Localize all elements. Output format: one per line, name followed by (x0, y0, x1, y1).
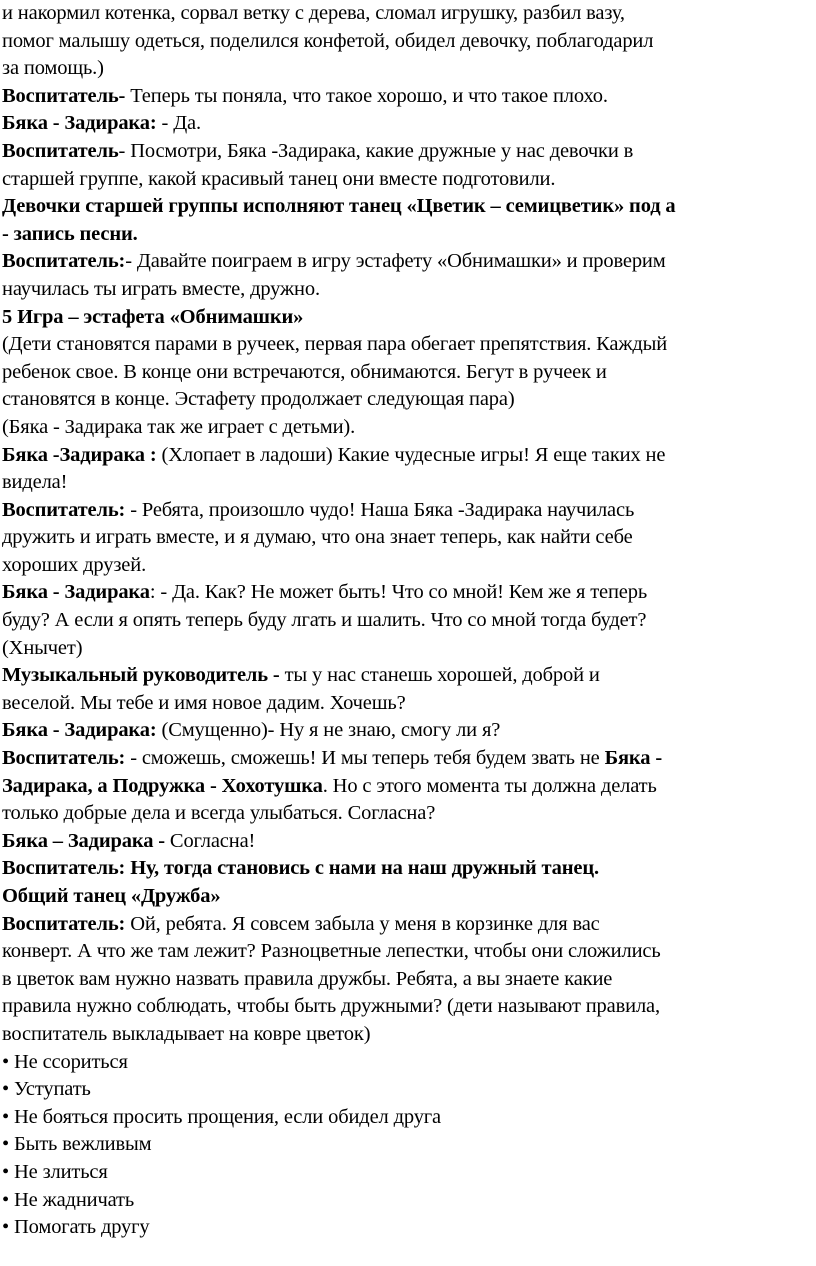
speaker-label: Воспитатель: (2, 250, 126, 273)
speaker-label: - запись песни. (2, 222, 138, 245)
text-run: в цветок вам нужно назвать правила дружбы. Ребята, а вы знаете какие (2, 967, 613, 990)
text-line (2, 276, 814, 304)
text-run: ты у нас станешь хорошей, доброй и (279, 664, 600, 687)
text-line (2, 552, 814, 580)
speaker-label: Бяка - Задирака: (2, 112, 157, 135)
text-line (2, 386, 814, 414)
text-run: за помощь.) (2, 57, 104, 80)
speaker-label: Воспитатель: (2, 912, 126, 935)
paragraph (2, 138, 814, 193)
text-run: правила нужно соблюдать, чтобы быть дружными? (дети называют правила, (2, 995, 660, 1018)
text-line (2, 304, 814, 332)
text-line (2, 497, 814, 525)
paragraph (2, 579, 814, 662)
speaker-label: Задирака, а Подружка - Хохотушка (2, 774, 323, 797)
text-line (2, 607, 814, 635)
text-run: видела! (2, 471, 68, 494)
rule-item: • Быть вежливым (2, 1133, 152, 1156)
speaker-label: Бяка - Задирака: (2, 719, 157, 742)
text-run: помог малышу одеться, поделился конфетой, обидел девочку, поблагодарил (2, 29, 654, 52)
rule-item: • Не бояться просить прощения, если обидел друга (2, 1105, 442, 1128)
text-run: - Ребята, произошло чудо! Наша Бяка -Задирака научилась (125, 498, 635, 521)
text-line (2, 83, 814, 111)
text-line (2, 855, 814, 883)
rule-item: • Не злиться (2, 1160, 108, 1183)
text-line (2, 138, 814, 166)
rule-item: • Не ссориться (2, 1050, 128, 1073)
paragraph (2, 828, 814, 856)
rule-item: • Помогать другу (2, 1216, 150, 1239)
text-line (2, 0, 814, 28)
text-line (2, 828, 814, 856)
text-run: только добрые дела и всегда улыбаться. Согласна? (2, 802, 436, 825)
text-run: (Хнычет) (2, 636, 83, 659)
text-line (2, 331, 814, 359)
text-line (2, 110, 814, 138)
text-line (2, 635, 814, 663)
text-run: Ой, ребята. Я совсем забыла у меня в корзинке для вас (125, 912, 600, 935)
text-run: (Хлопает в ладоши) Какие чудесные игры! Я еще таких не (156, 443, 666, 466)
paragraph (2, 745, 814, 828)
text-line (2, 1021, 814, 1049)
text-run: (Дети становятся парами в ручеек, первая пара обегает препятствия. Каждый (2, 333, 668, 356)
text-line (2, 442, 814, 470)
paragraph (2, 855, 814, 883)
text-line (2, 966, 814, 994)
text-line (2, 773, 814, 801)
paragraph (2, 662, 814, 717)
text-line (2, 993, 814, 1021)
paragraph (2, 414, 814, 442)
text-line (2, 414, 814, 442)
friendship-rules-list (2, 1049, 814, 1242)
text-run: веселой. Мы тебе и имя новое дадим. Хочешь? (2, 691, 406, 714)
text-run: конверт. А что же там лежит? Разноцветные лепестки, чтобы они сложились (2, 940, 661, 963)
speaker-label: Бяка - (604, 747, 663, 770)
text-run: - сможешь, сможешь! И мы теперь тебя будем звать не (125, 747, 605, 770)
paragraph (2, 911, 814, 1049)
text-run: буду? А если я опять теперь буду лгать и шалить. Что со мной тогда будет? (2, 609, 647, 632)
speaker-label: Общий танец «Дружба» (2, 885, 221, 907)
text-line (2, 745, 814, 773)
paragraph (2, 883, 814, 911)
text-run: (Бяка - Задирака так же играет с детьми). (2, 415, 356, 438)
text-line (2, 717, 814, 745)
text-run: . Но с этого момента ты должна делать (322, 774, 657, 797)
speaker-label: Воспитатель (2, 139, 119, 162)
text-line (2, 800, 814, 828)
paragraph (2, 248, 814, 303)
speaker-label: Бяка – Задирака - (2, 829, 165, 852)
speaker-label: Воспитатель: (2, 747, 126, 770)
text-run: становятся в конце. Эстафету продолжает следующая пара) (2, 388, 515, 411)
text-run: старшей группе, какой красивый танец они вместе подготовили. (2, 167, 556, 190)
paragraph (2, 442, 814, 497)
speaker-label: Воспитатель: (2, 498, 126, 521)
text-run: ребенок свое. В конце они встречаются, обнимаются. Бегут в ручеек и (2, 360, 607, 383)
text-line (2, 690, 814, 718)
paragraph (2, 331, 814, 414)
text-run: Согласна! (164, 829, 256, 852)
speaker-label: Бяка -Задирака : (2, 443, 157, 466)
text-line (2, 938, 814, 966)
text-run: - Давайте поиграем в игру эстафету «Обнимашки» и проверим (125, 250, 666, 273)
text-line (2, 524, 814, 552)
speaker-label: 5 Игра – эстафета «Обнимашки» (2, 305, 304, 328)
text-run: - Посмотри, Бяка -Задирака, какие дружные у нас девочки в (118, 139, 634, 162)
speaker-label: Девочки старшей группы исполняют танец «Цветик – семицветик» под а (2, 195, 676, 218)
text-line (2, 193, 814, 221)
rule-item: • Уступать (2, 1078, 91, 1101)
text-line (2, 579, 814, 607)
document-body (2, 0, 814, 1049)
text-run: : - Да. Как? Не может быть! Что со мной! Кем же я теперь (149, 581, 648, 604)
text-line (2, 662, 814, 690)
paragraph (2, 193, 814, 248)
speaker-label: Воспитатель: Ну, тогда становись с нами на наш дружный танец. (2, 857, 600, 880)
text-line (2, 469, 814, 497)
paragraph (2, 717, 814, 745)
paragraph (2, 304, 814, 332)
text-run: (Смущенно)- Ну я не знаю, смогу ли я? (156, 719, 501, 742)
speaker-label: Воспитатель- (2, 84, 126, 107)
paragraph (2, 0, 814, 83)
text-line (2, 28, 814, 56)
paragraph (2, 83, 814, 111)
text-run: дружить и играть вместе, и я думаю, что она знает теперь, как найти себе (2, 526, 633, 549)
speaker-label: Музыкальный руководитель - (2, 664, 280, 687)
text-line (2, 248, 814, 276)
text-line (2, 166, 814, 194)
paragraph (2, 110, 814, 138)
text-run: - Да. (156, 112, 201, 135)
rule-item: • Не жадничать (2, 1188, 135, 1211)
text-run: научилась ты играть вместе, дружно. (2, 277, 320, 300)
speaker-label: Бяка - Задирака (2, 581, 150, 604)
text-run: воспитатель выкладывает на ковре цветок) (2, 1022, 371, 1045)
paragraph (2, 497, 814, 580)
text-line (2, 359, 814, 387)
text-line (2, 883, 814, 911)
text-line (2, 221, 814, 249)
text-line (2, 55, 814, 83)
text-run: и накормил котенка, сорвал ветку с дерева, сломал игрушку, разбил вазу, (2, 2, 625, 24)
text-line (2, 911, 814, 939)
text-run: хороших друзей. (2, 553, 147, 576)
text-run: Теперь ты поняла, что такое хорошо, и что такое плохо. (125, 84, 608, 107)
